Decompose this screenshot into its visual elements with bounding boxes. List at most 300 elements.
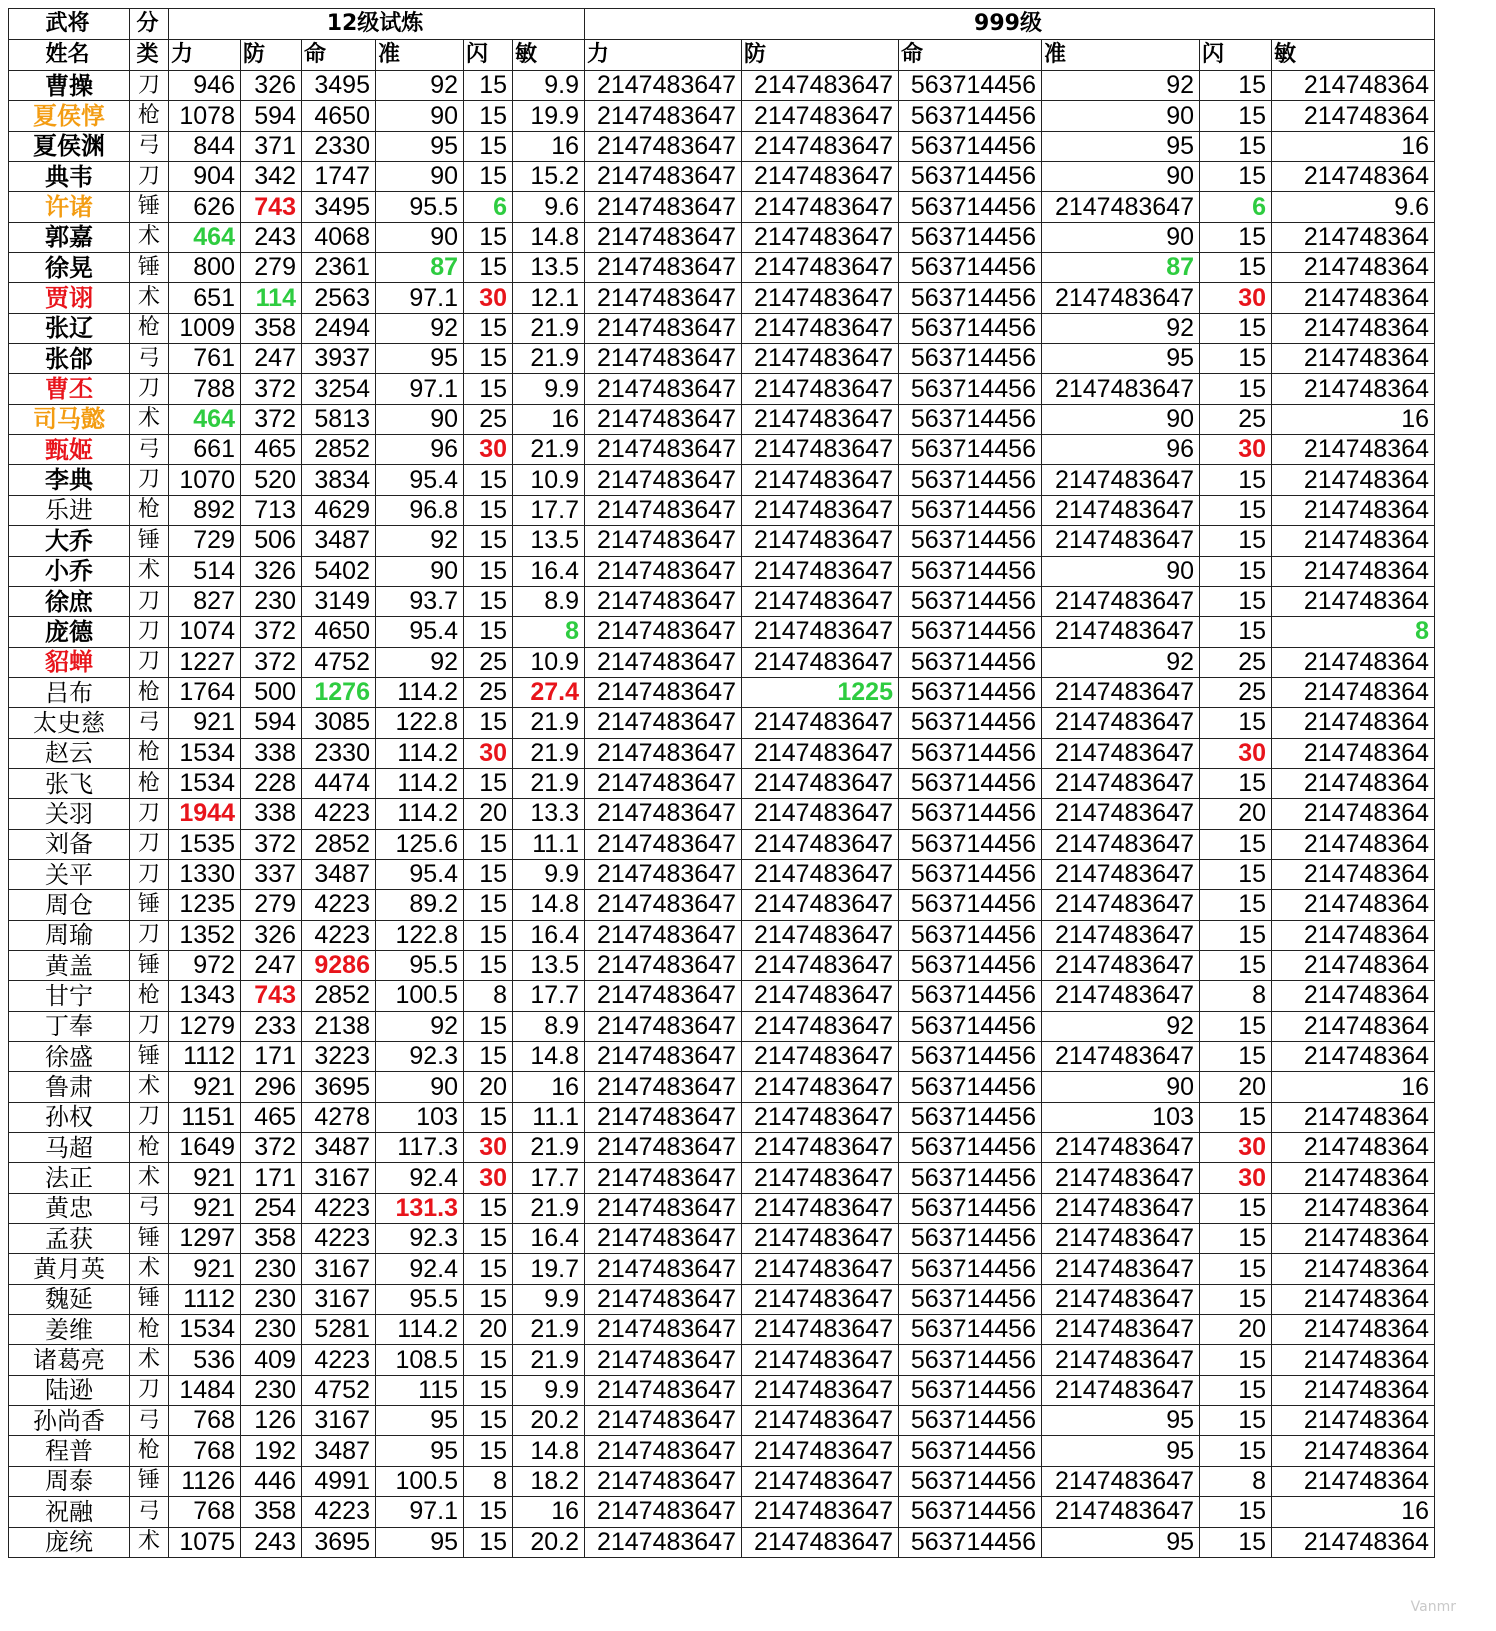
stat-cell: 2147483647 — [585, 435, 742, 465]
general-name-cell: 黄忠 — [9, 1193, 130, 1223]
table-row — [9, 799, 1435, 829]
stat-cell: 90 — [1042, 101, 1200, 131]
stat-cell: 2147483647 — [742, 253, 899, 283]
stat-cell: 563714456 — [899, 708, 1042, 738]
stat-cell: 563714456 — [899, 1315, 1042, 1345]
stat-cell: 9286 — [302, 950, 376, 980]
stat-cell: 563714456 — [899, 374, 1042, 404]
stat-cell: 1078 — [169, 101, 241, 131]
stat-cell: 536 — [169, 1345, 241, 1375]
stat-cell: 2147483647 — [742, 859, 899, 889]
stat-cell: 326 — [241, 920, 302, 950]
weapon-class-cell: 刀 — [130, 465, 169, 495]
stat-cell: 20 — [464, 1072, 513, 1102]
stat-cell: 563714456 — [899, 1254, 1042, 1284]
stat-cell: 2147483647 — [1042, 829, 1200, 859]
stat-cell: 2147483647 — [742, 647, 899, 677]
stat-cell: 563714456 — [899, 829, 1042, 859]
stat-cell: 15 — [1200, 1011, 1272, 1041]
stat-cell: 465 — [241, 435, 302, 465]
stat-cell: 90 — [376, 222, 464, 252]
stat-cell: 230 — [241, 1375, 302, 1405]
stat-cell: 2147483647 — [742, 1193, 899, 1223]
stat-cell: 2147483647 — [1042, 738, 1200, 768]
stat-cell: 15 — [1200, 101, 1272, 131]
general-name-cell: 关羽 — [9, 799, 130, 829]
weapon-class-cell: 锤 — [130, 890, 169, 920]
general-name-cell: 周泰 — [9, 1466, 130, 1496]
stat-cell: 20 — [464, 1315, 513, 1345]
stat-cell: 15 — [464, 920, 513, 950]
stat-cell: 2147483647 — [742, 708, 899, 738]
stat-cell: 2147483647 — [585, 829, 742, 859]
general-name-cell: 庞德 — [9, 617, 130, 647]
stat-cell: 92 — [1042, 71, 1200, 101]
weapon-class-cell: 枪 — [130, 738, 169, 768]
stat-cell: 768 — [169, 1497, 241, 1527]
weapon-class-cell: 枪 — [130, 313, 169, 343]
stat-cell: 326 — [241, 556, 302, 586]
table-row — [9, 435, 1435, 465]
stat-cell: 713 — [241, 495, 302, 525]
stat-cell: 2147483647 — [742, 465, 899, 495]
stat-cell: 27.4 — [513, 677, 585, 707]
stat-cell: 4629 — [302, 495, 376, 525]
stat-cell: 3695 — [302, 1527, 376, 1557]
stat-cell: 8 — [464, 1466, 513, 1496]
stat-cell: 2147483647 — [1042, 708, 1200, 738]
stat-cell: 90 — [376, 556, 464, 586]
stat-cell: 214748364 — [1272, 556, 1435, 586]
stat-cell: 563714456 — [899, 1436, 1042, 1466]
stat-cell: 2147483647 — [742, 1497, 899, 1527]
stat-cell: 15 — [464, 162, 513, 192]
stat-cell: 108.5 — [376, 1345, 464, 1375]
weapon-class-cell: 枪 — [130, 981, 169, 1011]
stat-cell: 2147483647 — [585, 859, 742, 889]
weapon-class-cell: 弓 — [130, 131, 169, 161]
stat-cell: 464 — [169, 222, 241, 252]
stat-cell: 2147483647 — [742, 313, 899, 343]
stat-cell: 2147483647 — [585, 768, 742, 798]
stat-cell: 2147483647 — [585, 1254, 742, 1284]
stat-cell: 25 — [464, 647, 513, 677]
stat-cell: 2330 — [302, 131, 376, 161]
general-name-cell: 祝融 — [9, 1497, 130, 1527]
general-name-cell: 乐进 — [9, 495, 130, 525]
stat-cell: 1534 — [169, 768, 241, 798]
header-name: 姓名 — [9, 40, 130, 71]
table-row — [9, 313, 1435, 343]
stat-cell: 1352 — [169, 920, 241, 950]
weapon-class-cell: 刀 — [130, 920, 169, 950]
stat-cell: 16 — [1272, 1072, 1435, 1102]
stat-cell: 15 — [464, 1497, 513, 1527]
stat-cell: 8 — [464, 981, 513, 1011]
stat-cell: 372 — [241, 647, 302, 677]
stat-cell: 15 — [1200, 556, 1272, 586]
stat-cell: 2147483647 — [1042, 1345, 1200, 1375]
stat-cell: 2147483647 — [585, 1072, 742, 1102]
stat-cell: 2147483647 — [1042, 890, 1200, 920]
stat-cell: 1070 — [169, 465, 241, 495]
stat-cell: 21.9 — [513, 435, 585, 465]
stat-cell: 13.5 — [513, 253, 585, 283]
weapon-class-cell: 刀 — [130, 586, 169, 616]
stat-cell: 90 — [1042, 1072, 1200, 1102]
stat-cell: 2147483647 — [1042, 465, 1200, 495]
stat-cell: 20.2 — [513, 1527, 585, 1557]
stat-cell: 115 — [376, 1375, 464, 1405]
table-row — [9, 586, 1435, 616]
stat-cell: 2147483647 — [742, 920, 899, 950]
stat-cell: 2147483647 — [585, 1375, 742, 1405]
stat-cell: 15 — [1200, 859, 1272, 889]
stat-cell: 827 — [169, 586, 241, 616]
stat-cell: 214748364 — [1272, 1193, 1435, 1223]
stat-cell: 15 — [1200, 1224, 1272, 1254]
stat-cell: 30 — [1200, 1163, 1272, 1193]
stat-cell: 2147483647 — [742, 768, 899, 798]
general-name-cell: 黄月英 — [9, 1254, 130, 1284]
stat-cell: 95.4 — [376, 859, 464, 889]
stat-cell: 192 — [241, 1436, 302, 1466]
stat-cell: 214748364 — [1272, 253, 1435, 283]
stat-cell: 6 — [1200, 192, 1272, 222]
stat-cell: 2147483647 — [1042, 192, 1200, 222]
stat-cell: 4223 — [302, 1497, 376, 1527]
weapon-class-cell: 刀 — [130, 162, 169, 192]
stat-cell: 2147483647 — [742, 799, 899, 829]
stat-cell: 214748364 — [1272, 981, 1435, 1011]
stat-cell: 16 — [513, 1497, 585, 1527]
stat-cell: 4223 — [302, 920, 376, 950]
stat-cell: 446 — [241, 1466, 302, 1496]
stat-cell: 214748364 — [1272, 647, 1435, 677]
stat-cell: 15 — [464, 71, 513, 101]
stat-cell: 2147483647 — [585, 1042, 742, 1072]
stat-cell: 6 — [464, 192, 513, 222]
stat-cell: 15 — [1200, 1042, 1272, 1072]
stat-cell: 2147483647 — [742, 1284, 899, 1314]
stat-cell: 16 — [513, 1072, 585, 1102]
weapon-class-cell: 锤 — [130, 1042, 169, 1072]
stat-cell: 92 — [1042, 313, 1200, 343]
stat-cell: 15 — [1200, 950, 1272, 980]
stat-cell: 800 — [169, 253, 241, 283]
stat-cell: 2147483647 — [1042, 799, 1200, 829]
header-general: 武将 — [9, 9, 130, 40]
stat-cell: 20 — [1200, 1072, 1272, 1102]
weapon-class-cell: 枪 — [130, 1436, 169, 1466]
table-row — [9, 890, 1435, 920]
stat-cell: 214748364 — [1272, 859, 1435, 889]
weapon-class-cell: 锤 — [130, 1284, 169, 1314]
stat-cell: 921 — [169, 1072, 241, 1102]
stat-cell: 563714456 — [899, 1466, 1042, 1496]
stat-cell: 100.5 — [376, 1466, 464, 1496]
stat-cell: 563714456 — [899, 1011, 1042, 1041]
table-row — [9, 1163, 1435, 1193]
weapon-class-cell: 弓 — [130, 708, 169, 738]
table-row — [9, 556, 1435, 586]
stat-cell: 563714456 — [899, 71, 1042, 101]
general-name-cell: 夏侯惇 — [9, 101, 130, 131]
stat-cell: 214748364 — [1272, 1011, 1435, 1041]
stat-cell: 214748364 — [1272, 1527, 1435, 1557]
stat-cell: 5813 — [302, 404, 376, 434]
stat-cell: 563714456 — [899, 859, 1042, 889]
stat-cell: 15 — [464, 1102, 513, 1132]
stat-cell: 15 — [1200, 1254, 1272, 1284]
stat-cell: 2147483647 — [742, 738, 899, 768]
stat-cell: 563714456 — [899, 1406, 1042, 1436]
stat-cell: 214748364 — [1272, 1345, 1435, 1375]
stat-cell: 2147483647 — [742, 617, 899, 647]
stat-cell: 95.4 — [376, 617, 464, 647]
weapon-class-cell: 锤 — [130, 1224, 169, 1254]
table-row — [9, 647, 1435, 677]
general-name-cell: 陆逊 — [9, 1375, 130, 1405]
stat-cell: 563714456 — [899, 1042, 1042, 1072]
stat-cell: 15 — [464, 465, 513, 495]
stat-cell: 15 — [1200, 374, 1272, 404]
stat-cell: 15 — [1200, 708, 1272, 738]
stat-cell: 21.9 — [513, 1133, 585, 1163]
stat-cell: 230 — [241, 1315, 302, 1345]
stat-cell: 563714456 — [899, 768, 1042, 798]
stat-cell: 2147483647 — [1042, 526, 1200, 556]
stat-cell: 20 — [1200, 1315, 1272, 1345]
stat-cell: 2147483647 — [742, 829, 899, 859]
table-row — [9, 829, 1435, 859]
table-row — [9, 1072, 1435, 1102]
stat-cell: 4650 — [302, 617, 376, 647]
general-name-cell: 曹操 — [9, 71, 130, 101]
stat-cell: 2147483647 — [742, 1375, 899, 1405]
stat-cell: 15 — [464, 1406, 513, 1436]
general-name-cell: 徐盛 — [9, 1042, 130, 1072]
stat-cell: 214748364 — [1272, 799, 1435, 829]
header-class-bottom: 类 — [130, 40, 169, 71]
stat-cell: 30 — [1200, 283, 1272, 313]
weapon-class-cell: 刀 — [130, 71, 169, 101]
stat-cell: 114.2 — [376, 1315, 464, 1345]
stat-cell: 17.7 — [513, 495, 585, 525]
general-name-cell: 刘备 — [9, 829, 130, 859]
stat-cell: 214748364 — [1272, 1284, 1435, 1314]
stat-cell: 2147483647 — [585, 1163, 742, 1193]
weapon-class-cell: 刀 — [130, 799, 169, 829]
weapon-class-cell: 锤 — [130, 192, 169, 222]
stat-cell: 506 — [241, 526, 302, 556]
stat-cell: 15 — [464, 556, 513, 586]
stat-cell: 21.9 — [513, 1193, 585, 1223]
stat-cell: 2147483647 — [1042, 1466, 1200, 1496]
stat-cell: 1944 — [169, 799, 241, 829]
stat-cell: 563714456 — [899, 1345, 1042, 1375]
stat-cell: 2147483647 — [1042, 1224, 1200, 1254]
table-row — [9, 1193, 1435, 1223]
stat-cell: 2147483647 — [742, 1466, 899, 1496]
stat-cell: 2147483647 — [1042, 1497, 1200, 1527]
stat-cell: 97.1 — [376, 374, 464, 404]
stat-cell: 16 — [513, 131, 585, 161]
stat-cell: 2147483647 — [742, 71, 899, 101]
stat-cell: 214748364 — [1272, 344, 1435, 374]
stat-cell: 214748364 — [1272, 435, 1435, 465]
stat-cell: 3167 — [302, 1254, 376, 1284]
stat-cell: 214748364 — [1272, 495, 1435, 525]
stat-cell: 372 — [241, 829, 302, 859]
general-name-cell: 周仓 — [9, 890, 130, 920]
stat-cell: 19.9 — [513, 101, 585, 131]
table-row — [9, 131, 1435, 161]
stat-cell: 972 — [169, 950, 241, 980]
stat-cell: 114 — [241, 283, 302, 313]
general-name-cell: 司马懿 — [9, 404, 130, 434]
stat-cell: 2330 — [302, 738, 376, 768]
weapon-class-cell: 枪 — [130, 677, 169, 707]
header-dodge-999: 闪 — [1200, 40, 1272, 71]
stat-cell: 10.9 — [513, 465, 585, 495]
stat-cell: 171 — [241, 1163, 302, 1193]
weapon-class-cell: 弓 — [130, 1497, 169, 1527]
table-row — [9, 1315, 1435, 1345]
stat-cell: 214748364 — [1272, 1163, 1435, 1193]
stat-cell: 326 — [241, 71, 302, 101]
stat-cell: 15 — [1200, 162, 1272, 192]
stat-cell: 1112 — [169, 1042, 241, 1072]
stat-cell: 90 — [376, 404, 464, 434]
stat-cell: 2147483647 — [1042, 981, 1200, 1011]
stat-cell: 2147483647 — [742, 162, 899, 192]
table-header — [9, 9, 1435, 71]
stat-cell: 15.2 — [513, 162, 585, 192]
stat-cell: 2147483647 — [742, 131, 899, 161]
stat-cell: 2147483647 — [585, 1466, 742, 1496]
stat-cell: 122.8 — [376, 708, 464, 738]
stat-cell: 2147483647 — [585, 526, 742, 556]
stat-cell: 15 — [1200, 465, 1272, 495]
group-header-level-12: 12级试炼 — [169, 9, 585, 40]
stat-cell: 131.3 — [376, 1193, 464, 1223]
table-row — [9, 950, 1435, 980]
stat-cell: 2852 — [302, 435, 376, 465]
weapon-class-cell: 弓 — [130, 1406, 169, 1436]
stat-cell: 214748364 — [1272, 374, 1435, 404]
stat-cell: 103 — [1042, 1102, 1200, 1132]
table-row — [9, 1497, 1435, 1527]
stat-cell: 1764 — [169, 677, 241, 707]
stat-cell: 15 — [1200, 526, 1272, 556]
stat-cell: 2147483647 — [1042, 1284, 1200, 1314]
stat-cell: 563714456 — [899, 738, 1042, 768]
stat-cell: 1535 — [169, 829, 241, 859]
stat-cell: 844 — [169, 131, 241, 161]
stat-cell: 3487 — [302, 859, 376, 889]
stat-cell: 5402 — [302, 556, 376, 586]
stat-cell: 87 — [1042, 253, 1200, 283]
stat-cell: 563714456 — [899, 981, 1042, 1011]
stat-cell: 126 — [241, 1406, 302, 1436]
stat-cell: 15 — [464, 526, 513, 556]
stat-cell: 500 — [241, 677, 302, 707]
stat-cell: 4991 — [302, 1466, 376, 1496]
general-name-cell: 孙权 — [9, 1102, 130, 1132]
general-name-cell: 小乔 — [9, 556, 130, 586]
stat-cell: 92.4 — [376, 1254, 464, 1284]
header-strength-12: 力 — [169, 40, 241, 71]
weapon-class-cell: 术 — [130, 556, 169, 586]
stat-cell: 25 — [464, 404, 513, 434]
stat-cell: 563714456 — [899, 435, 1042, 465]
general-name-cell: 法正 — [9, 1163, 130, 1193]
general-name-cell: 徐晃 — [9, 253, 130, 283]
stat-cell: 338 — [241, 738, 302, 768]
header-hp-999: 命 — [899, 40, 1042, 71]
stat-cell: 95 — [1042, 1527, 1200, 1557]
stat-cell: 4650 — [302, 101, 376, 131]
stat-cell: 563714456 — [899, 101, 1042, 131]
weapon-class-cell: 刀 — [130, 1011, 169, 1041]
stat-cell: 372 — [241, 404, 302, 434]
stat-cell: 21.9 — [513, 344, 585, 374]
stat-cell: 14.8 — [513, 1042, 585, 1072]
stat-cell: 214748364 — [1272, 768, 1435, 798]
weapon-class-cell: 锤 — [130, 950, 169, 980]
stat-cell: 563714456 — [899, 556, 1042, 586]
stat-cell: 214748364 — [1272, 1042, 1435, 1072]
stat-cell: 409 — [241, 1345, 302, 1375]
stat-cell: 563714456 — [899, 617, 1042, 647]
stat-cell: 2147483647 — [1042, 495, 1200, 525]
stat-cell: 563714456 — [899, 1193, 1042, 1223]
stat-cell: 563714456 — [899, 495, 1042, 525]
stat-cell: 87 — [376, 253, 464, 283]
stat-cell: 2147483647 — [742, 344, 899, 374]
stat-cell: 214748364 — [1272, 677, 1435, 707]
general-name-cell: 孟获 — [9, 1224, 130, 1254]
stat-cell: 4752 — [302, 647, 376, 677]
weapon-class-cell: 刀 — [130, 374, 169, 404]
stat-cell: 114.2 — [376, 799, 464, 829]
stat-cell: 2147483647 — [585, 222, 742, 252]
stat-cell: 729 — [169, 526, 241, 556]
stat-cell: 90 — [1042, 222, 1200, 252]
stat-cell: 2147483647 — [585, 283, 742, 313]
stat-cell: 90 — [1042, 404, 1200, 434]
stat-cell: 97.1 — [376, 1497, 464, 1527]
general-name-cell: 庞统 — [9, 1527, 130, 1557]
stat-cell: 2147483647 — [585, 981, 742, 1011]
stat-cell: 2147483647 — [585, 1011, 742, 1041]
weapon-class-cell: 刀 — [130, 1375, 169, 1405]
weapon-class-cell: 术 — [130, 404, 169, 434]
general-name-cell: 太史慈 — [9, 708, 130, 738]
stat-cell: 30 — [464, 1163, 513, 1193]
stat-cell: 214748364 — [1272, 1436, 1435, 1466]
stat-cell: 11.1 — [513, 829, 585, 859]
general-name-cell: 貂蝉 — [9, 647, 130, 677]
stat-cell: 247 — [241, 344, 302, 374]
stat-cell: 95.5 — [376, 192, 464, 222]
stat-cell: 2147483647 — [585, 465, 742, 495]
stat-cell: 4223 — [302, 890, 376, 920]
stat-cell: 921 — [169, 1163, 241, 1193]
stat-cell: 2147483647 — [742, 526, 899, 556]
stat-cell: 95 — [1042, 344, 1200, 374]
